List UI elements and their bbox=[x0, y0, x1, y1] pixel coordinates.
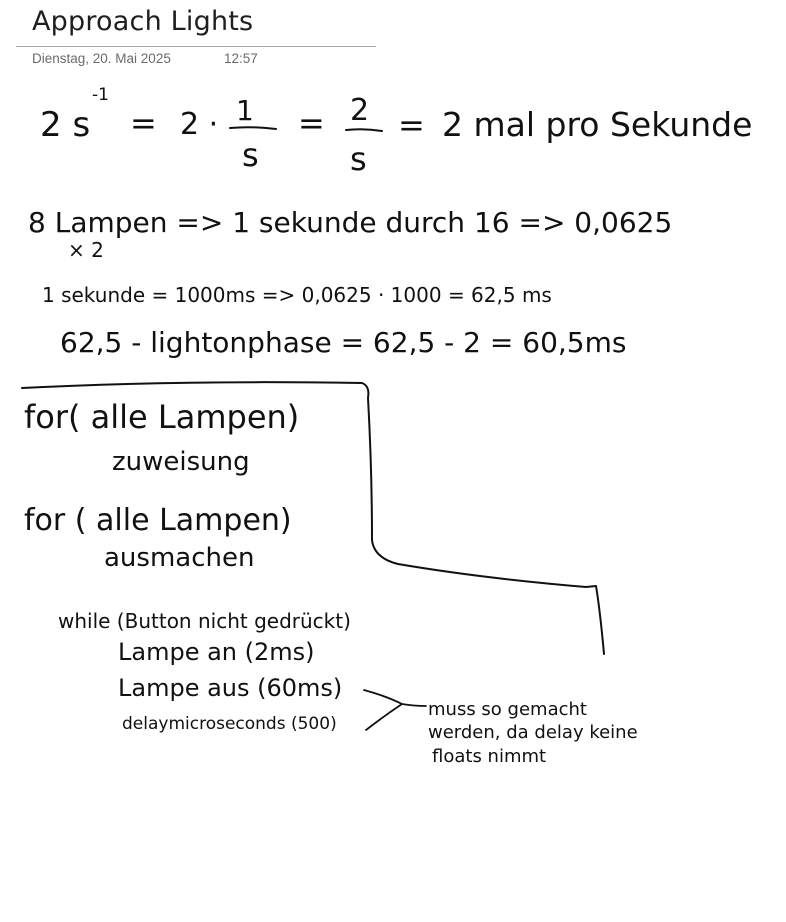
for-loop-2-body: ausmachen bbox=[104, 543, 255, 573]
eq1-equals-3: = bbox=[398, 106, 425, 144]
eq1-rhs: 2 mal pro Sekunde bbox=[442, 105, 753, 144]
for-loop-1-body: zuweisung bbox=[112, 447, 250, 477]
eq1-equals-1: = bbox=[130, 104, 157, 142]
eq1-frac2-denominator: s bbox=[350, 140, 367, 178]
annotation-line-1: muss so gemacht bbox=[428, 699, 587, 720]
page-title: Approach Lights bbox=[32, 6, 254, 37]
eq1-frac2-bar bbox=[346, 129, 382, 131]
annotation-line-3: floats nimmt bbox=[432, 746, 547, 767]
annotation-brace bbox=[364, 690, 426, 730]
lightonphase-line: 62,5 - lightonphase = 62,5 - 2 = 60,5ms bbox=[60, 326, 627, 359]
page-date: Dienstag, 20. Mai 2025 bbox=[32, 51, 171, 66]
eq1-frac1-numerator: 1 bbox=[236, 94, 254, 127]
equation-rate bbox=[40, 85, 752, 178]
eq1-frac1-bar bbox=[230, 127, 276, 129]
eq1-equals-2: = bbox=[298, 104, 325, 142]
eq1-frac1-denominator: s bbox=[242, 136, 259, 174]
page-time: 12:57 bbox=[224, 51, 258, 66]
ms-conversion-line: 1 sekunde = 1000ms => 0,0625 · 1000 = 62,5 ms bbox=[42, 283, 552, 307]
eq1-lhs-base: 2 s bbox=[40, 105, 91, 145]
eq1-lhs-exponent: -1 bbox=[92, 85, 109, 105]
for-loop-2: for ( alle Lampen) bbox=[24, 503, 292, 538]
lampe-an-line: Lampe an (2ms) bbox=[118, 638, 315, 666]
delay-line: delaymicroseconds (500) bbox=[122, 714, 337, 734]
for-loop-1: for( alle Lampen) bbox=[24, 398, 300, 436]
annotation-line-2: werden, da delay keine bbox=[428, 722, 638, 743]
eq1-mid-factor: 2 · bbox=[180, 107, 219, 142]
eq1-frac2-numerator: 2 bbox=[350, 93, 370, 128]
lamp-count-note: × 2 bbox=[68, 238, 104, 262]
while-loop: while (Button nicht gedrückt) bbox=[58, 609, 351, 633]
lamp-count-line: 8 Lampen => 1 sekunde durch 16 => 0,0625 bbox=[28, 206, 673, 239]
lampe-aus-line: Lampe aus (60ms) bbox=[118, 674, 343, 702]
